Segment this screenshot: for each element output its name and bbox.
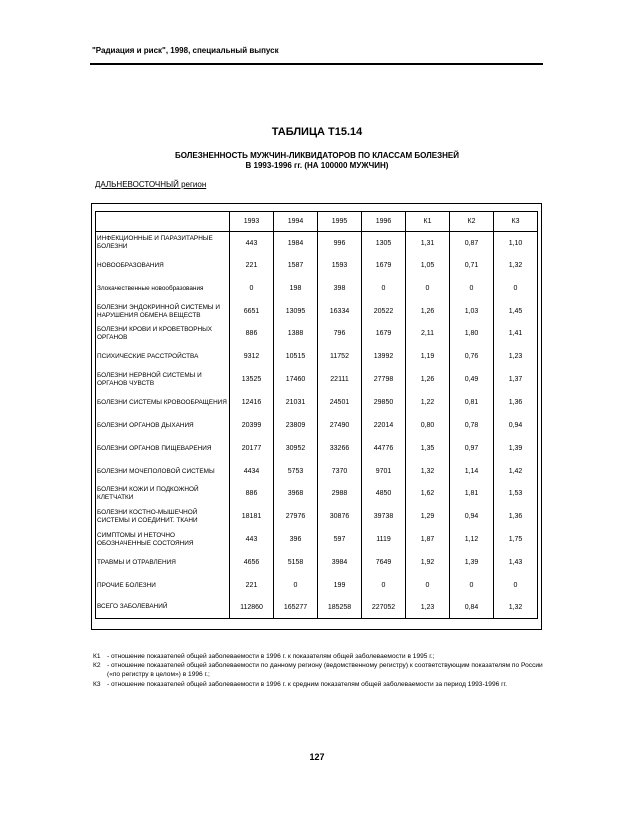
footnote-mark: К2 bbox=[93, 662, 101, 670]
table-row bbox=[96, 345, 538, 369]
table-cell: 185258 bbox=[318, 597, 362, 619]
table-body bbox=[96, 232, 538, 619]
table-row bbox=[96, 483, 538, 505]
row-label: БОЛЕЗНИ ОРГАНОВ ПИЩЕВАРЕНИЯ bbox=[96, 437, 230, 461]
table-cell: 18181 bbox=[230, 505, 274, 529]
table-cell: 0 bbox=[406, 575, 450, 597]
table-cell: 1,32 bbox=[406, 461, 450, 483]
table-cell: 1,14 bbox=[450, 461, 494, 483]
table-cell: 0 bbox=[406, 277, 450, 301]
table-cell: 3968 bbox=[274, 483, 318, 505]
table-cell: 4434 bbox=[230, 461, 274, 483]
table-cell: 112860 bbox=[230, 597, 274, 619]
table-cell: 396 bbox=[274, 529, 318, 551]
table-cell: 1,39 bbox=[450, 551, 494, 575]
header-blank-cell bbox=[96, 212, 230, 232]
column-header: К3 bbox=[494, 212, 538, 232]
row-label: БОЛЕЗНИ КОЖИ И ПОДКОЖНОЙ КЛЕТЧАТКИ bbox=[96, 483, 230, 505]
footnotes bbox=[93, 652, 543, 689]
table-row bbox=[96, 551, 538, 575]
morbidity-table bbox=[95, 211, 538, 619]
row-label: НОВООБРАЗОВАНИЯ bbox=[96, 255, 230, 277]
table-cell: 0 bbox=[230, 277, 274, 301]
table-cell: 0,71 bbox=[450, 255, 494, 277]
table-cell: 29850 bbox=[362, 391, 406, 415]
table-cell: 0,94 bbox=[494, 415, 538, 437]
table-row bbox=[96, 255, 538, 277]
footnote bbox=[93, 661, 543, 679]
table-cell: 6651 bbox=[230, 301, 274, 323]
table-cell: 1,43 bbox=[494, 551, 538, 575]
table-cell: 1587 bbox=[274, 255, 318, 277]
row-label: БОЛЕЗНИ ОРГАНОВ ДЫХАНИЯ bbox=[96, 415, 230, 437]
table-cell: 12416 bbox=[230, 391, 274, 415]
table-cell: 9701 bbox=[362, 461, 406, 483]
subtitle-line-1: БОЛЕЗНЕННОСТЬ МУЖЧИН-ЛИКВИДАТОРОВ ПО КЛАССАМ БОЛЕЗНЕЙ bbox=[175, 151, 459, 160]
table-cell: 0,49 bbox=[450, 369, 494, 391]
table-cell: 0,84 bbox=[450, 597, 494, 619]
table-cell: 1119 bbox=[362, 529, 406, 551]
table-cell: 27798 bbox=[362, 369, 406, 391]
table-cell: 4656 bbox=[230, 551, 274, 575]
footnote bbox=[93, 652, 543, 661]
table-row bbox=[96, 575, 538, 597]
table-row bbox=[96, 415, 538, 437]
table-cell: 1,26 bbox=[406, 301, 450, 323]
row-label: СИМПТОМЫ И НЕТОЧНО ОБОЗНАЧЕННЫЕ СОСТОЯНИЯ bbox=[96, 529, 230, 551]
table-cell: 2,11 bbox=[406, 323, 450, 345]
table-cell: 1,19 bbox=[406, 345, 450, 369]
table-cell: 3984 bbox=[318, 551, 362, 575]
column-header: К2 bbox=[450, 212, 494, 232]
row-label: Злокачественные новообразования bbox=[96, 277, 230, 301]
table-cell: 27976 bbox=[274, 505, 318, 529]
column-header: 1993 bbox=[230, 212, 274, 232]
table-cell: 227052 bbox=[362, 597, 406, 619]
table-cell: 1,12 bbox=[450, 529, 494, 551]
row-label: ТРАВМЫ И ОТРАВЛЕНИЯ bbox=[96, 551, 230, 575]
table-cell: 1,26 bbox=[406, 369, 450, 391]
table-cell: 13525 bbox=[230, 369, 274, 391]
table-cell: 13095 bbox=[274, 301, 318, 323]
table-cell: 886 bbox=[230, 483, 274, 505]
table-cell: 0 bbox=[450, 277, 494, 301]
table-cell: 443 bbox=[230, 529, 274, 551]
table-cell: 996 bbox=[318, 232, 362, 255]
table-cell: 1388 bbox=[274, 323, 318, 345]
table-row bbox=[96, 391, 538, 415]
table-cell: 39738 bbox=[362, 505, 406, 529]
table-row bbox=[96, 461, 538, 483]
table-cell: 1,62 bbox=[406, 483, 450, 505]
table-cell: 1,39 bbox=[494, 437, 538, 461]
table-cell: 1,81 bbox=[450, 483, 494, 505]
table-cell: 1679 bbox=[362, 323, 406, 345]
table-cell: 0 bbox=[494, 575, 538, 597]
table-cell: 1,31 bbox=[406, 232, 450, 255]
table-cell: 4850 bbox=[362, 483, 406, 505]
table-cell: 0,97 bbox=[450, 437, 494, 461]
table-cell: 1,35 bbox=[406, 437, 450, 461]
row-label: БОЛЕЗНИ МОЧЕПОЛОВОЙ СИСТЕМЫ bbox=[96, 461, 230, 483]
table-cell: 17460 bbox=[274, 369, 318, 391]
table-cell: 10515 bbox=[274, 345, 318, 369]
table-cell: 22111 bbox=[318, 369, 362, 391]
table-cell: 1,32 bbox=[494, 597, 538, 619]
table-cell: 21031 bbox=[274, 391, 318, 415]
table-cell: 1,41 bbox=[494, 323, 538, 345]
table-cell: 0,76 bbox=[450, 345, 494, 369]
table-cell: 1,45 bbox=[494, 301, 538, 323]
table-cell: 13992 bbox=[362, 345, 406, 369]
table-cell: 398 bbox=[318, 277, 362, 301]
table-cell: 16334 bbox=[318, 301, 362, 323]
table-cell: 23809 bbox=[274, 415, 318, 437]
table-cell: 1,36 bbox=[494, 505, 538, 529]
column-header: К1 bbox=[406, 212, 450, 232]
table-cell: 1593 bbox=[318, 255, 362, 277]
page-number: 127 bbox=[309, 752, 325, 762]
row-label: БОЛЕЗНИ НЕРВНОЙ СИСТЕМЫ И ОРГАНОВ ЧУВСТВ bbox=[96, 369, 230, 391]
table-cell: 165277 bbox=[274, 597, 318, 619]
row-label: ИНФЕКЦИОННЫЕ И ПАРАЗИТАРНЫЕ БОЛЕЗНИ bbox=[96, 232, 230, 255]
table-cell: 1,32 bbox=[494, 255, 538, 277]
subtitle-line-2: В 1993-1996 гг. (НА 100000 МУЖЧИН) bbox=[245, 161, 389, 170]
table-cell: 886 bbox=[230, 323, 274, 345]
table-cell: 597 bbox=[318, 529, 362, 551]
table-cell: 11752 bbox=[318, 345, 362, 369]
table-cell: 30952 bbox=[274, 437, 318, 461]
table-row bbox=[96, 597, 538, 619]
table-cell: 0 bbox=[274, 575, 318, 597]
table-cell: 1679 bbox=[362, 255, 406, 277]
table-cell: 796 bbox=[318, 323, 362, 345]
footnote-text: - отношение показателей общей заболеваемости в 1996 г. к показателям общей заболеваемости в 1995 г.; bbox=[107, 653, 435, 660]
table-cell: 1,87 bbox=[406, 529, 450, 551]
table-cell: 1,53 bbox=[494, 483, 538, 505]
table-cell: 27490 bbox=[318, 415, 362, 437]
table-row bbox=[96, 505, 538, 529]
header-rule bbox=[90, 63, 543, 65]
table-subtitle bbox=[0, 151, 634, 171]
row-label: БОЛЕЗНИ СИСТЕМЫ КРОВООБРАЩЕНИЯ bbox=[96, 391, 230, 415]
table-cell: 33266 bbox=[318, 437, 362, 461]
table-cell: 221 bbox=[230, 255, 274, 277]
column-header: 1995 bbox=[318, 212, 362, 232]
table-cell: 443 bbox=[230, 232, 274, 255]
footnote bbox=[93, 680, 543, 689]
column-header: 1994 bbox=[274, 212, 318, 232]
table-cell: 20399 bbox=[230, 415, 274, 437]
table-cell: 1,10 bbox=[494, 232, 538, 255]
table-row bbox=[96, 369, 538, 391]
table-cell: 1,37 bbox=[494, 369, 538, 391]
table-cell: 0 bbox=[494, 277, 538, 301]
table-cell: 22014 bbox=[362, 415, 406, 437]
row-label: ПРОЧИЕ БОЛЕЗНИ bbox=[96, 575, 230, 597]
row-label: ПСИХИЧЕСКИЕ РАССТРОЙСТВА bbox=[96, 345, 230, 369]
table-cell: 5753 bbox=[274, 461, 318, 483]
table-row bbox=[96, 437, 538, 461]
table-row bbox=[96, 277, 538, 301]
row-label: ВСЕГО ЗАБОЛЕВАНИЙ bbox=[96, 597, 230, 619]
table-cell: 1,92 bbox=[406, 551, 450, 575]
table-row bbox=[96, 232, 538, 255]
table-cell: 24501 bbox=[318, 391, 362, 415]
table-cell: 20177 bbox=[230, 437, 274, 461]
table-cell: 0,80 bbox=[406, 415, 450, 437]
footnote-mark: К3 bbox=[93, 680, 101, 688]
running-header: "Радиация и риск", 1998, специальный выпуск bbox=[92, 46, 279, 55]
table-cell: 1,36 bbox=[494, 391, 538, 415]
table-cell: 1,23 bbox=[494, 345, 538, 369]
table-cell: 0,81 bbox=[450, 391, 494, 415]
table-cell: 1,22 bbox=[406, 391, 450, 415]
table-cell: 1,03 bbox=[450, 301, 494, 323]
table-cell: 2988 bbox=[318, 483, 362, 505]
table-cell: 0,78 bbox=[450, 415, 494, 437]
table-cell: 221 bbox=[230, 575, 274, 597]
table-cell: 0,87 bbox=[450, 232, 494, 255]
table-cell: 1,75 bbox=[494, 529, 538, 551]
table-cell: 0 bbox=[362, 277, 406, 301]
table-cell: 199 bbox=[318, 575, 362, 597]
row-label: БОЛЕЗНИ КОСТНО-МЫШЕЧНОЙ СИСТЕМЫ И СОЕДИНИТ. ТКАНИ bbox=[96, 505, 230, 529]
column-header: 1996 bbox=[362, 212, 406, 232]
table-row bbox=[96, 529, 538, 551]
region-label: ДАЛЬНЕВОСТОЧНЫЙ регион bbox=[95, 180, 207, 189]
table-cell: 5158 bbox=[274, 551, 318, 575]
table-cell: 1305 bbox=[362, 232, 406, 255]
table-cell: 44776 bbox=[362, 437, 406, 461]
table-header-row bbox=[96, 212, 538, 232]
table-cell: 1,42 bbox=[494, 461, 538, 483]
table-cell: 1984 bbox=[274, 232, 318, 255]
table-cell: 20522 bbox=[362, 301, 406, 323]
footnote-text: - отношение показателей общей заболеваемости по данному региону (ведомственному регистру) к соответствующим показателям по России («по регистру в целом») в 1996 г.; bbox=[107, 662, 543, 679]
table-cell: 7370 bbox=[318, 461, 362, 483]
footnote-text: - отношение показателей общей заболеваемости в 1996 г. к средним показателям общей заболеваемости за период 1993-1996 гг. bbox=[107, 680, 507, 688]
table-title: ТАБЛИЦА Т15.14 bbox=[271, 126, 363, 138]
table-cell: 1,05 bbox=[406, 255, 450, 277]
footnote-mark: К1 bbox=[93, 653, 101, 660]
table-cell: 30876 bbox=[318, 505, 362, 529]
row-label: БОЛЕЗНИ КРОВИ И КРОВЕТВОРНЫХ ОРГАНОВ bbox=[96, 323, 230, 345]
table-cell: 0,94 bbox=[450, 505, 494, 529]
table-cell: 9312 bbox=[230, 345, 274, 369]
table-cell: 1,23 bbox=[406, 597, 450, 619]
row-label: БОЛЕЗНИ ЭНДОКРИННОЙ СИСТЕМЫ И НАРУШЕНИЯ ОБМЕНА ВЕЩЕСТВ bbox=[96, 301, 230, 323]
table-row bbox=[96, 301, 538, 323]
table-row bbox=[96, 323, 538, 345]
table-cell: 7649 bbox=[362, 551, 406, 575]
table-cell: 1,80 bbox=[450, 323, 494, 345]
table-cell: 0 bbox=[450, 575, 494, 597]
table-cell: 0 bbox=[362, 575, 406, 597]
table-cell: 1,29 bbox=[406, 505, 450, 529]
table-cell: 198 bbox=[274, 277, 318, 301]
